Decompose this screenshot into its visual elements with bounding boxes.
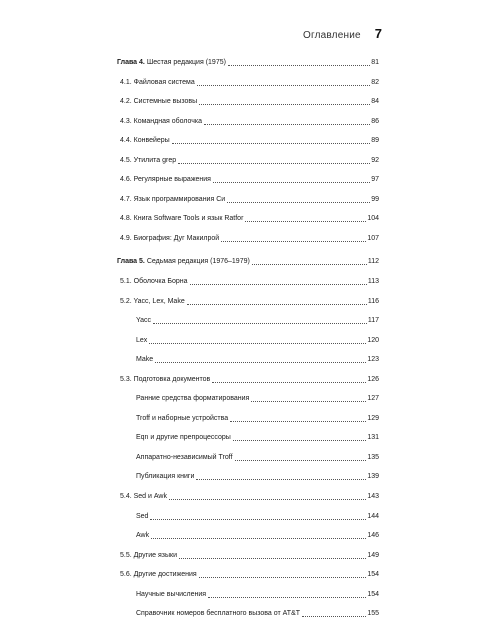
toc-page-number: 155 [367, 610, 379, 618]
toc-entry-label: 4.2. Системные вызовы [120, 98, 198, 106]
toc-subsection-entry[interactable] [117, 394, 379, 414]
toc-entry-line [120, 136, 379, 146]
dot-leader [212, 382, 366, 383]
toc-page-number: 97 [371, 176, 379, 184]
toc-section-entry[interactable] [117, 195, 379, 215]
toc-entry-label: Lex [136, 336, 148, 344]
toc-section-entry[interactable] [117, 117, 379, 137]
toc-entry-label: Справочник номеров бесплатного вызова от AT&T [136, 610, 301, 618]
toc-entry-line [117, 257, 379, 267]
toc-entry-label: Troff и наборные устройства [136, 414, 229, 422]
toc-page-number: 146 [367, 532, 379, 540]
toc-section-entry[interactable] [117, 175, 379, 195]
toc-section-entry[interactable] [117, 492, 379, 512]
running-title: Оглавление [303, 30, 361, 41]
toc-section-entry[interactable] [117, 78, 379, 98]
dot-leader [252, 264, 367, 265]
chapter-prefix: Глава 5. [117, 258, 145, 266]
toc-entry-line [120, 156, 379, 166]
toc-subsection-entry[interactable] [117, 512, 379, 532]
toc-entry-line [136, 453, 379, 463]
toc-section-entry[interactable] [117, 97, 379, 117]
toc-page-number: 89 [371, 137, 379, 145]
dot-leader [151, 538, 366, 539]
dot-leader [235, 460, 367, 461]
toc-entry-label: 4.4. Конвейеры [120, 137, 170, 145]
toc-page-number: 84 [371, 98, 379, 106]
toc-entry-line [136, 531, 379, 541]
chapter-title: Седьмая редакция (1976–1979) [146, 258, 250, 266]
toc-entry-label: 5.5. Другие языки [120, 551, 177, 559]
toc-entry-line [117, 58, 379, 68]
toc-entry-line [136, 590, 379, 600]
toc-entry-label [117, 58, 227, 68]
toc-page-number: 149 [367, 551, 379, 559]
chapter-prefix: Глава 4. [117, 59, 145, 66]
toc-section-entry[interactable] [117, 375, 379, 395]
toc-page-number: 120 [367, 336, 379, 344]
toc-page-number: 92 [371, 156, 379, 164]
dot-leader [150, 519, 366, 520]
toc-section-entry[interactable] [117, 136, 379, 156]
toc-page-number: 117 [367, 317, 379, 325]
toc-page-number: 154 [367, 590, 379, 598]
toc-page-number: 131 [367, 434, 379, 442]
toc-entry-line [136, 609, 379, 619]
toc-page-number: 113 [367, 278, 379, 286]
toc-entry-line [120, 117, 379, 127]
page-header [303, 26, 382, 41]
toc-subsection-entry[interactable] [117, 531, 379, 551]
toc-page-number: 127 [367, 395, 379, 403]
dot-leader [153, 323, 367, 324]
toc-entry-label: Sed [136, 512, 149, 520]
toc-subsection-entry[interactable] [117, 355, 379, 375]
toc-entry-line [120, 551, 379, 561]
toc-entry-label: 5.2. Yacc, Lex, Make [120, 297, 185, 305]
toc-entry-label: 4.6. Регулярные выражения [120, 176, 211, 184]
toc-entry-label: 5.1. Оболочка Борна [120, 278, 188, 286]
toc-page-number: 99 [371, 195, 379, 203]
toc-entry-label: Make [136, 356, 154, 364]
toc-section-entry[interactable] [117, 297, 379, 317]
toc-entry-label: Научные вычисления [136, 590, 207, 598]
toc-section-entry[interactable] [117, 234, 379, 254]
toc-entry-line [136, 316, 379, 326]
table-of-contents [117, 58, 379, 629]
toc-section-entry[interactable] [117, 570, 379, 590]
toc-subsection-entry[interactable] [117, 609, 379, 629]
toc-entry-line [120, 375, 379, 385]
toc-chapter-entry[interactable] [117, 58, 379, 78]
dot-leader [208, 597, 366, 598]
toc-entry-line [120, 277, 379, 287]
toc-entry-label: 4.9. Биография: Дуг Макилрой [120, 234, 220, 242]
toc-chapter-entry[interactable] [117, 257, 379, 277]
dot-leader [230, 421, 366, 422]
toc-section-entry[interactable] [117, 156, 379, 176]
toc-entry-label [117, 257, 251, 267]
page-number: 7 [374, 26, 382, 41]
toc-entry-label: Eqn и другие препроцессоры [136, 434, 231, 442]
toc-entry-line [120, 234, 379, 244]
toc-subsection-entry[interactable] [117, 453, 379, 473]
toc-entry-line [120, 97, 379, 107]
dot-leader [178, 163, 370, 164]
toc-entry-line [120, 297, 379, 307]
toc-entry-line [136, 394, 379, 404]
dot-leader [179, 558, 366, 559]
chapter-title: Шестая редакция (1975) [146, 59, 226, 66]
toc-entry-label: Yacc [136, 317, 152, 325]
toc-page-number: 104 [367, 215, 379, 223]
toc-entry-line [120, 195, 379, 205]
toc-entry-label: 4.8. Книга Software Tools и язык Ratfor [120, 215, 244, 223]
toc-entry-label: 4.1. Файловая система [120, 78, 195, 86]
toc-page-number: 112 [367, 258, 379, 266]
toc-page-number: 139 [367, 473, 379, 481]
toc-entry-label: 4.5. Утилита grep [120, 156, 177, 164]
toc-entry-line [120, 214, 379, 224]
toc-entry-line [120, 492, 379, 502]
toc-entry-label: Ранние средства форматирования [136, 395, 250, 403]
dot-leader [149, 343, 366, 344]
toc-entry-line [136, 414, 379, 424]
toc-page-number: 143 [367, 493, 379, 501]
toc-entry-label: 5.3. Подготовка документов [120, 375, 211, 383]
toc-page-number: 144 [367, 512, 379, 520]
toc-page-number: 126 [367, 375, 379, 383]
dot-leader [155, 362, 366, 363]
toc-entry-line [136, 512, 379, 522]
toc-entry-line [120, 78, 379, 88]
toc-page-number: 154 [367, 571, 379, 579]
toc-entry-line [136, 472, 379, 482]
toc-section-entry[interactable] [117, 277, 379, 297]
toc-page-number: 81 [371, 59, 379, 66]
dot-leader [228, 65, 370, 66]
toc-page-number: 123 [367, 356, 379, 364]
dot-leader [233, 440, 366, 441]
dot-leader [190, 284, 367, 285]
toc-subsection-entry[interactable] [117, 590, 379, 610]
toc-page-number: 107 [367, 234, 379, 242]
toc-subsection-entry[interactable] [117, 414, 379, 434]
dot-leader [251, 401, 366, 402]
dot-leader [204, 124, 370, 125]
toc-page-number: 86 [371, 117, 379, 125]
toc-subsection-entry[interactable] [117, 336, 379, 356]
toc-entry-label: Awk [136, 532, 150, 540]
toc-entry-line [120, 175, 379, 185]
toc-subsection-entry[interactable] [117, 472, 379, 492]
dot-leader [302, 616, 366, 617]
toc-entry-label: 4.7. Язык программирования Си [120, 195, 226, 203]
dot-leader [196, 479, 366, 480]
toc-page-number: 129 [367, 414, 379, 422]
dot-leader [221, 241, 366, 242]
toc-subsection-entry[interactable] [117, 316, 379, 336]
toc-entry-label: Публикация книги [136, 473, 195, 481]
toc-entry-line [136, 433, 379, 443]
dot-leader [197, 85, 370, 86]
dot-leader [199, 104, 370, 105]
dot-leader [227, 202, 370, 203]
toc-entry-label: Аппаратно-независимый Troff [136, 453, 233, 461]
dot-leader [213, 182, 370, 183]
toc-entry-label: 5.6. Другие достижения [120, 571, 197, 579]
dot-leader [245, 221, 366, 222]
toc-section-entry[interactable] [117, 551, 379, 571]
toc-page-number: 135 [367, 453, 379, 461]
toc-entry-line [120, 570, 379, 580]
toc-page-number: 82 [371, 78, 379, 86]
dot-leader [187, 304, 367, 305]
toc-section-entry[interactable] [117, 214, 379, 234]
toc-entry-label: 5.4. Sed и Awk [120, 493, 167, 501]
dot-leader [199, 577, 367, 578]
toc-page-number: 116 [367, 297, 379, 305]
toc-subsection-entry[interactable] [117, 433, 379, 453]
toc-entry-line [136, 336, 379, 346]
dot-leader [172, 143, 370, 144]
toc-entry-line [136, 355, 379, 365]
toc-entry-label: 4.3. Командная оболочка [120, 117, 203, 125]
